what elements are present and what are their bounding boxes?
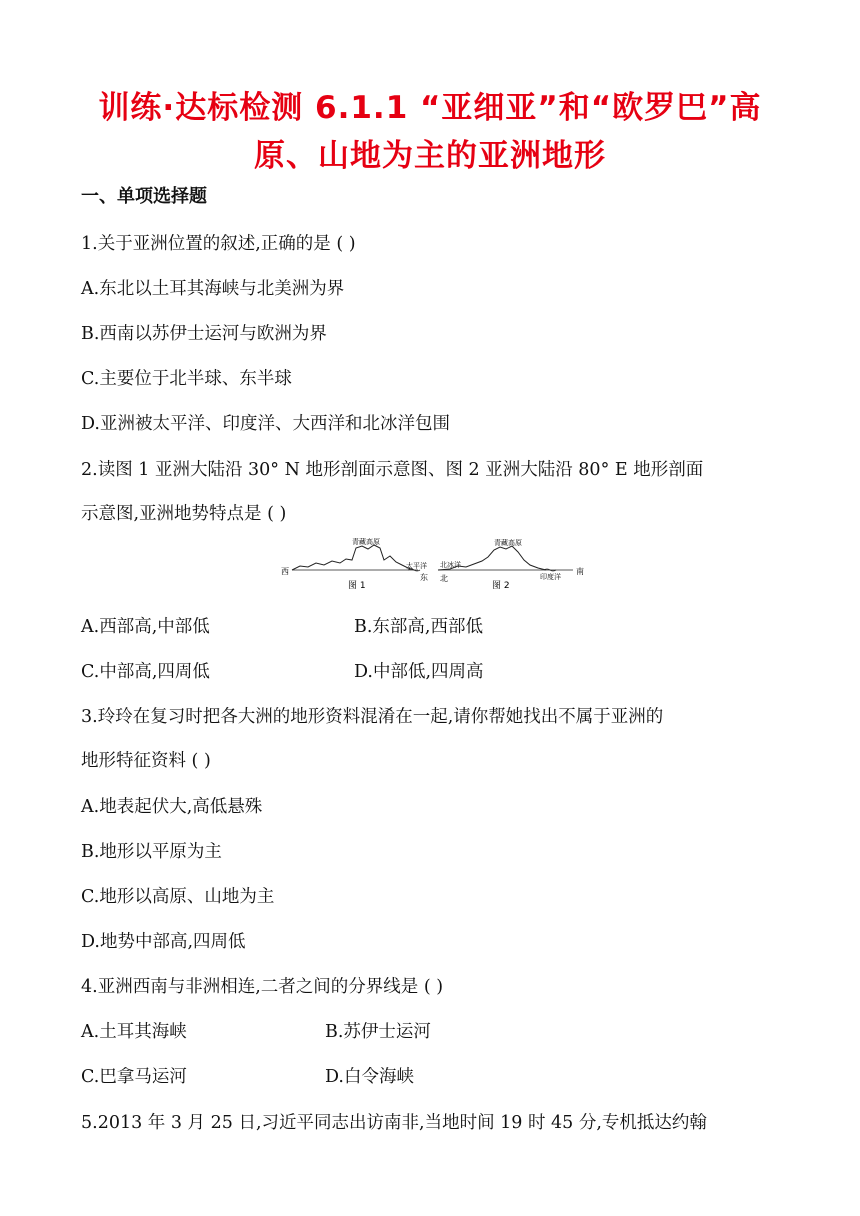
q3-stem-line-1: 3.玲玲在复习时把各大洲的地形资料混淆在一起,请你帮她找出不属于亚洲的 bbox=[81, 707, 664, 727]
q1-option-d: D.亚洲被太平洋、印度洋、大西洋和北冰洋包围 bbox=[81, 414, 450, 434]
q3-option-d: D.地势中部高,四周低 bbox=[81, 932, 246, 952]
worksheet-title bbox=[40, 84, 820, 180]
title-line-1: 训练·达标检测 6.1.1 “亚细亚”和“欧罗巴”高 bbox=[98, 90, 762, 126]
terrain-profile-figure bbox=[278, 536, 588, 594]
fig2-north-label: 北 bbox=[440, 574, 448, 583]
q4-stem: 4.亚洲西南与非洲相连,二者之间的分界线是 ( ) bbox=[81, 977, 444, 997]
q2-option-b: B.东部高,西部低 bbox=[354, 617, 483, 637]
q2-option-a: A.西部高,中部低 bbox=[81, 617, 210, 637]
profile-figure-1 bbox=[281, 537, 428, 591]
q3-stem-line-2: 地形特征资料 ( ) bbox=[81, 751, 211, 771]
q1-option-a: A.东北以土耳其海峡与北美洲为界 bbox=[81, 279, 345, 299]
q1-option-c: C.主要位于北半球、东半球 bbox=[81, 369, 292, 389]
q4-option-a: A.土耳其海峡 bbox=[81, 1022, 187, 1042]
fig1-ocean-label: 太平洋 bbox=[406, 562, 427, 570]
q4-option-c: C.巴拿马运河 bbox=[81, 1067, 187, 1087]
q3-option-a: A.地表起伏大,高低悬殊 bbox=[81, 797, 263, 817]
fig2-north-ocean-label: 北冰洋 bbox=[440, 561, 461, 569]
q2-option-d: D.中部低,四周高 bbox=[354, 662, 484, 682]
fig1-east-label: 东 bbox=[420, 573, 428, 582]
q3-option-b: B.地形以平原为主 bbox=[81, 842, 222, 862]
q2-option-c: C.中部高,四周低 bbox=[81, 662, 210, 682]
q1-stem: 1.关于亚洲位置的叙述,正确的是 ( ) bbox=[81, 234, 356, 254]
q4-option-b: B.苏伊士运河 bbox=[325, 1022, 431, 1042]
fig1-caption: 图 1 bbox=[348, 581, 366, 591]
q3-option-c: C.地形以高原、山地为主 bbox=[81, 887, 275, 907]
fig1-terrain-line bbox=[292, 545, 414, 570]
title-line-2: 原、山地为主的亚洲地形 bbox=[254, 138, 606, 174]
fig2-south-label: 南 bbox=[576, 567, 584, 576]
fig2-peak-label: 青藏高原 bbox=[494, 539, 522, 547]
fig2-caption: 图 2 bbox=[492, 581, 510, 591]
q5-stem-line-1: 5.2013 年 3 月 25 日,习近平同志出访南非,当地时间 19 时 45 分,专机抵达约翰 bbox=[81, 1113, 707, 1133]
q2-stem-line-2: 示意图,亚洲地势特点是 ( ) bbox=[81, 504, 287, 524]
q4-option-d: D.白令海峡 bbox=[325, 1067, 414, 1087]
section-heading: 一、单项选择题 bbox=[81, 186, 207, 207]
q2-stem-line-1: 2.读图 1 亚洲大陆沿 30° N 地形剖面示意图、图 2 亚洲大陆沿 80° E 地形剖面 bbox=[81, 460, 704, 480]
fig2-south-ocean-label: 印度洋 bbox=[540, 573, 561, 581]
profile-figure-2 bbox=[438, 538, 584, 591]
q1-option-b: B.西南以苏伊士运河与欧洲为界 bbox=[81, 324, 327, 344]
fig1-west-label: 西 bbox=[281, 567, 289, 576]
fig1-peak-label: 青藏高原 bbox=[352, 538, 380, 546]
